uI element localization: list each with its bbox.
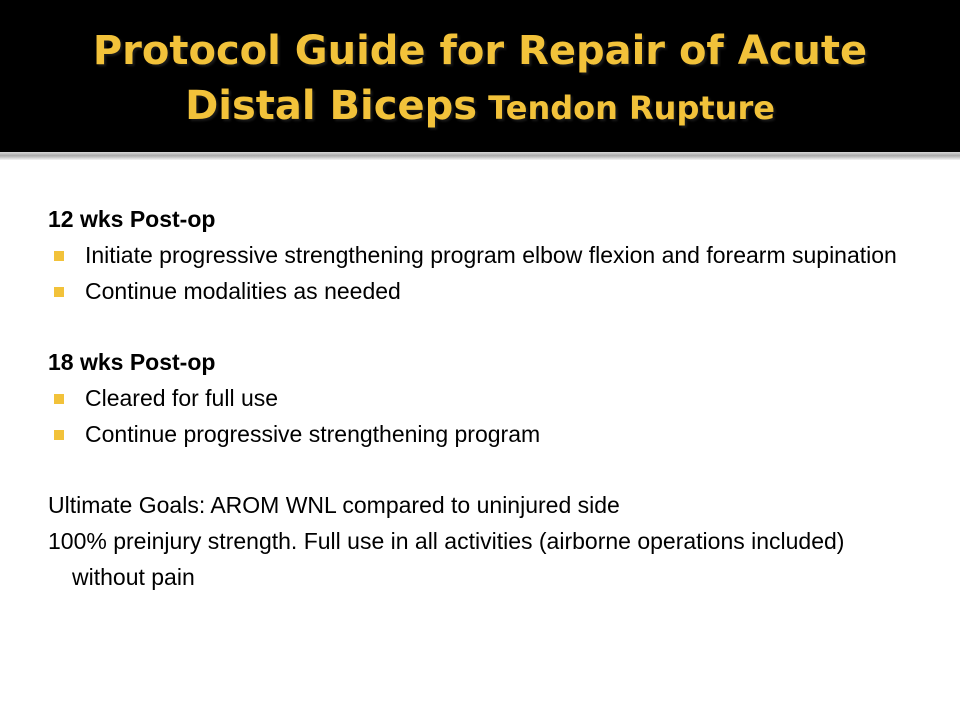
square-bullet-icon <box>54 430 64 440</box>
bullet-item <box>48 380 908 416</box>
bullet-text: Initiate progressive strengthening program elbow flexion and forearm supination <box>85 242 897 268</box>
goals-line-1: Ultimate Goals: AROM WNL compared to uninjured side <box>48 492 620 518</box>
slide-title <box>40 24 920 141</box>
bullet-text: Continue progressive strengthening program <box>85 421 541 447</box>
slide-body <box>48 201 908 595</box>
title-divider <box>0 152 960 160</box>
section-heading-18wks: 18 wks Post-op <box>48 349 216 375</box>
bullet-text: Cleared for full use <box>85 385 279 411</box>
bullet-item <box>48 273 908 309</box>
square-bullet-icon <box>54 251 64 261</box>
square-bullet-icon <box>54 394 64 404</box>
section-heading-12wks: 12 wks Post-op <box>48 206 216 232</box>
title-line-2a: Distal Biceps <box>185 83 478 129</box>
bullet-text: Continue modalities as needed <box>85 278 401 304</box>
title-line-1: Protocol Guide for Repair of Acute <box>92 28 868 74</box>
goals-line-2: 100% preinjury strength. Full use in all activities (airborne operations included) without pain <box>48 528 845 590</box>
bullet-item <box>48 416 908 452</box>
title-line-2b: Tendon Rupture <box>477 89 775 127</box>
square-bullet-icon <box>54 287 64 297</box>
bullet-item <box>48 237 908 273</box>
